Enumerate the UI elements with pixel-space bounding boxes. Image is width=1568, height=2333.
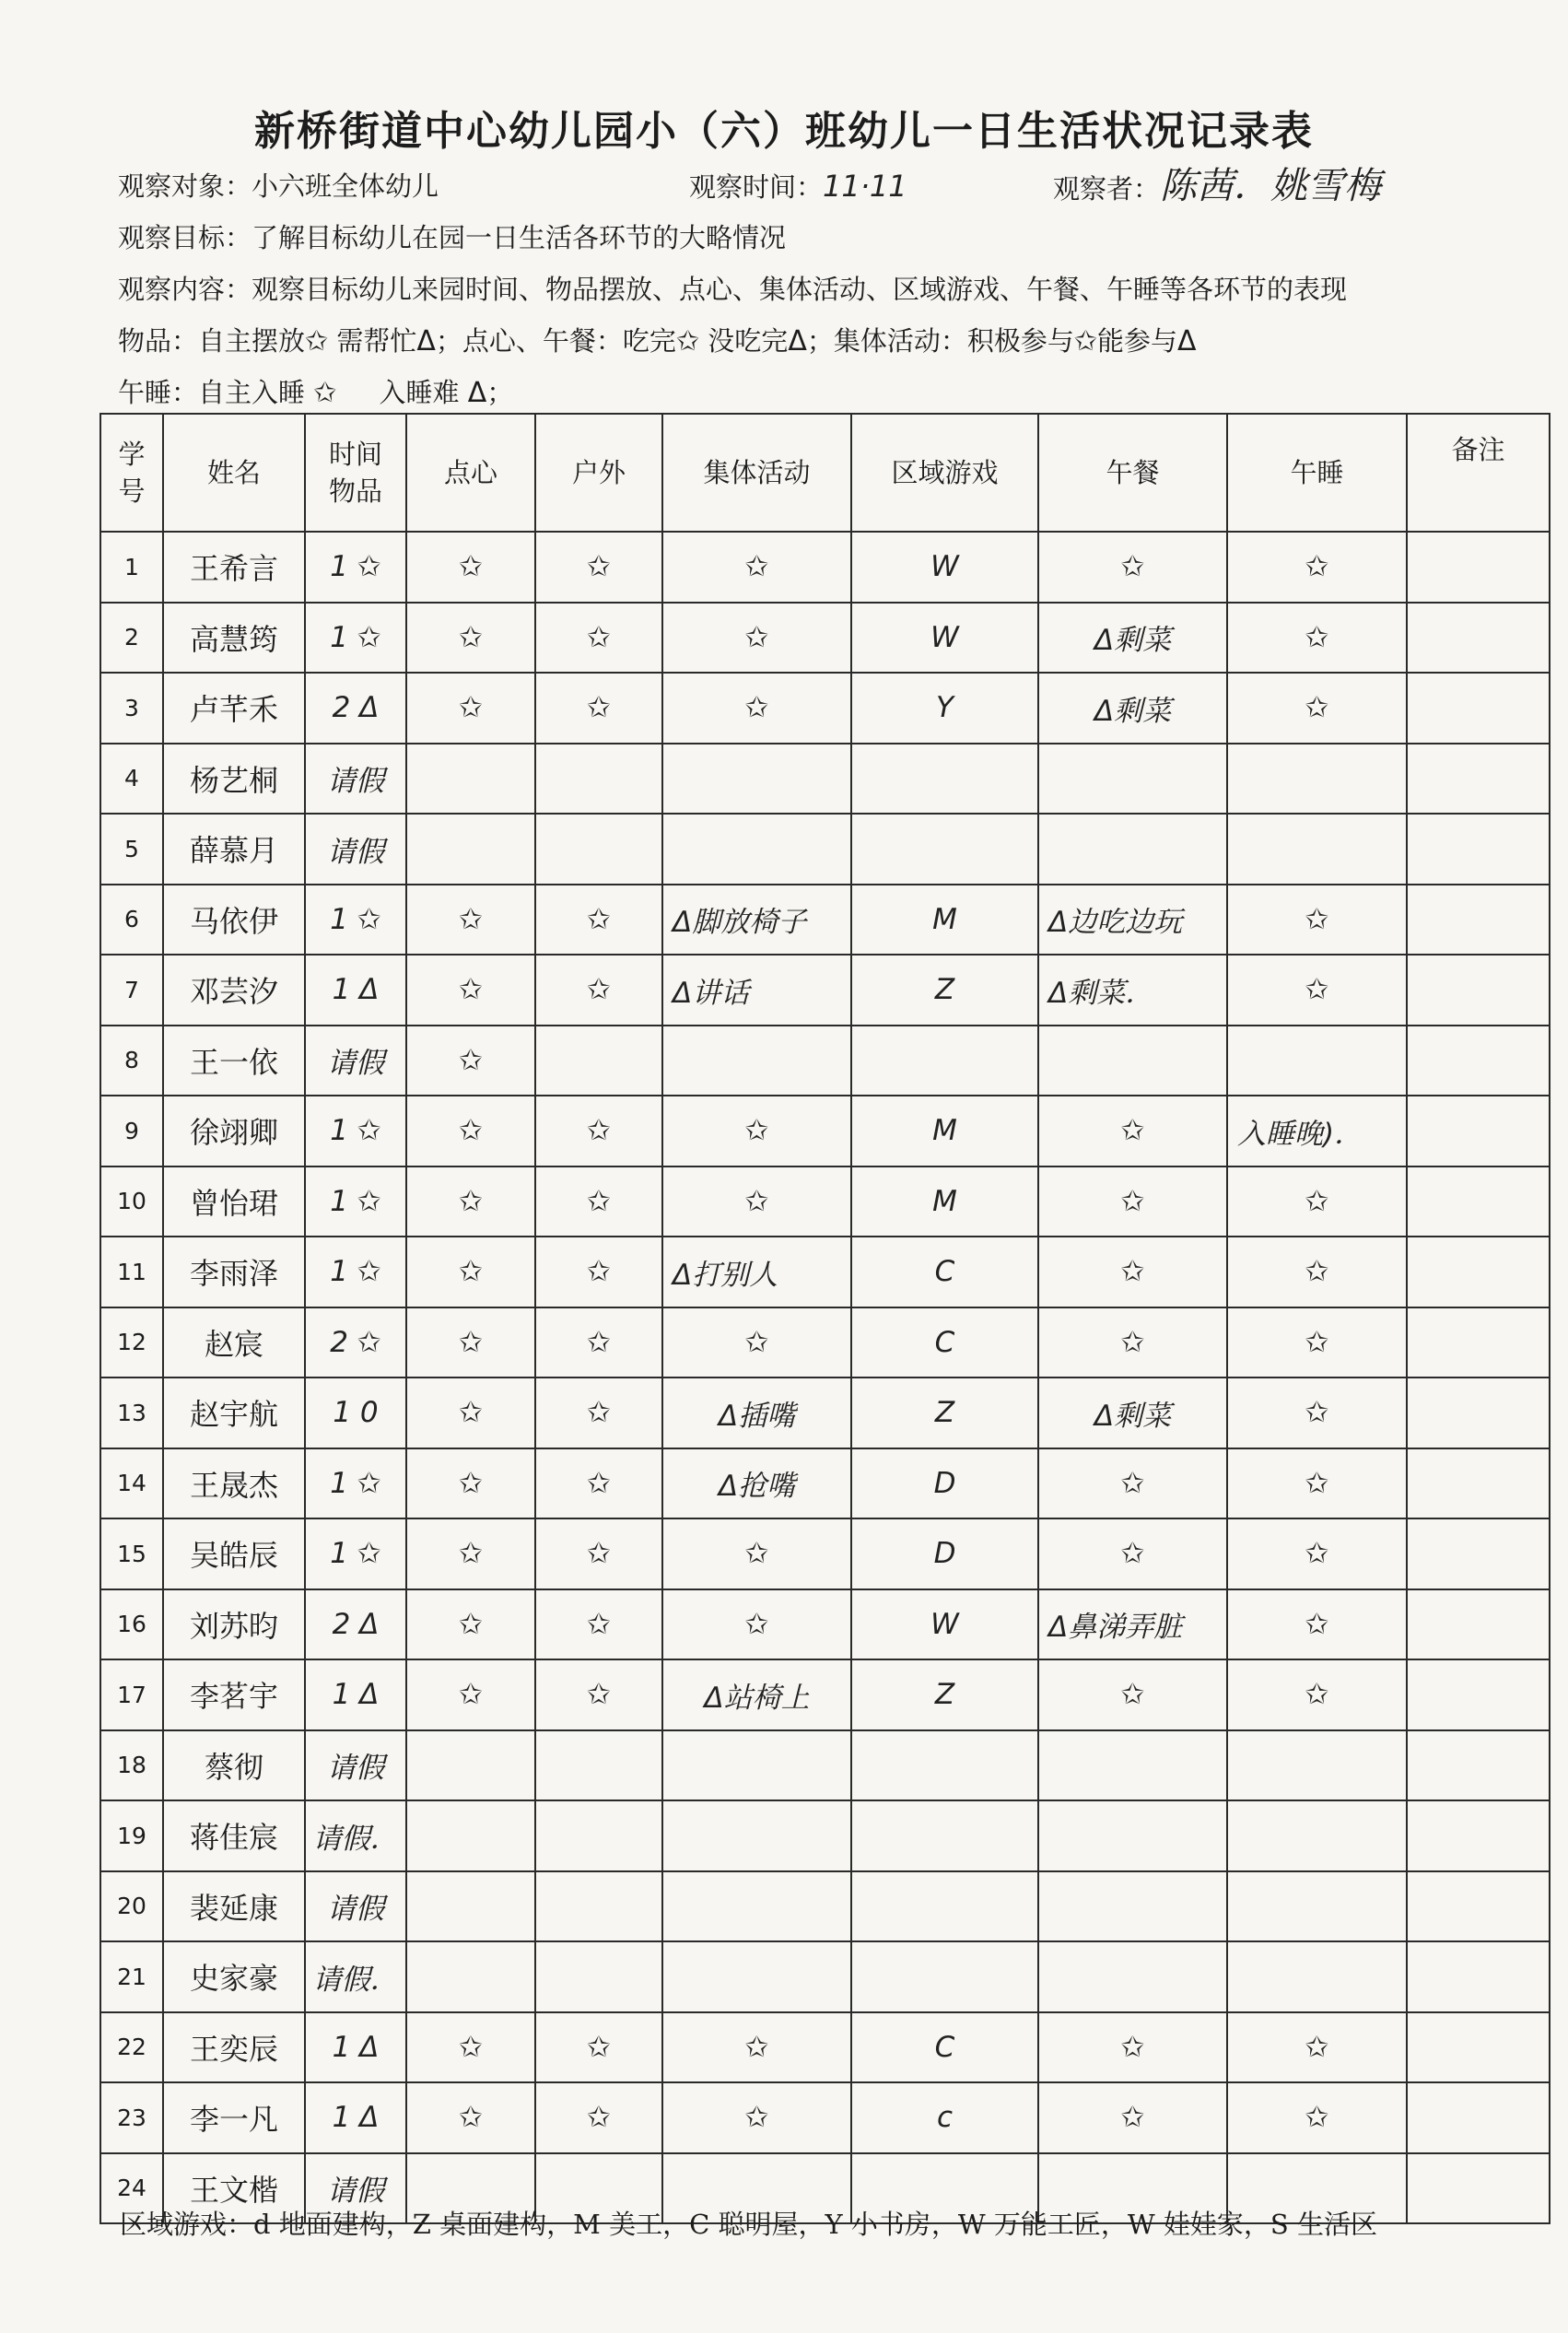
header-time-items: 时间物品 [305, 414, 406, 532]
content-value: 观察目标幼儿来园时间、物品摆放、点心、集体活动、区域游戏、午餐、午睡等各环节的表现 [252, 274, 1348, 305]
key-meal-unfinished: 没吃完 [708, 325, 789, 357]
table-row: 21 史家豪 请假． [100, 1941, 1550, 2012]
meta-row-1 [118, 160, 1531, 212]
observer-signature: 陈茜．姚雪梅 [1160, 165, 1382, 207]
key-nap-self: 午睡：自主入睡 [118, 377, 306, 408]
table-row: 16 刘苏昀 2 Δ ✩ ✩ ✩ W Δ鼻涕弄脏 ✩ [100, 1589, 1550, 1660]
key-meal-finished: ；点心、午餐：吃完 [435, 325, 676, 357]
star-icon: ✩ [313, 377, 337, 409]
time-label: 观察时间： [689, 171, 824, 203]
table-row: 4 杨艺桐 请假 [100, 744, 1550, 815]
star-icon: ✩ [675, 325, 700, 358]
meta-row-3 [118, 264, 1531, 315]
object-label: 观察对象： [118, 170, 252, 202]
table-row: 20 裴延康 请假 [100, 1871, 1550, 1942]
header-lunch: 午餐 [1038, 414, 1227, 532]
area-game-legend: 区域游戏：d 地面建构，Z 桌面建构，M 美工，C 聪明屋，Y 小书房，W 万能工匠，W 娃娃家，S 生活区 [120, 2209, 1377, 2240]
meta-row-4 [118, 315, 1531, 367]
table-row: 11 李雨泽 1 ✩ ✩ ✩ Δ打别人 C ✩ ✩ [100, 1237, 1550, 1307]
table-row: 7 邓芸汐 1 Δ ✩ ✩ Δ讲话 Z Δ剩菜． ✩ [100, 955, 1550, 1026]
table-row: 17 李茗宇 1 Δ ✩ ✩ Δ站椅上 Z ✩ ✩ [100, 1659, 1550, 1730]
observer-label: 观察者： [1053, 173, 1161, 205]
header-name: 姓名 [163, 414, 305, 532]
table-row: 14 王晟杰 1 ✩ ✩ ✩ Δ抢嘴 D ✩ ✩ [100, 1448, 1550, 1519]
goal-value: 了解目标幼儿在园一日生活各环节的大略情况 [252, 222, 787, 253]
header-note: 备注 [1407, 414, 1550, 532]
table-row: 15 吴皓辰 1 ✩ ✩ ✩ ✩ D ✩ ✩ [100, 1518, 1550, 1589]
table-row: 8 王一依 请假 ✩ [100, 1026, 1550, 1096]
header-area-game: 区域游戏 [851, 414, 1038, 532]
table-row: 23 李一凡 1 Δ ✩ ✩ ✩ c ✩ ✩ [100, 2082, 1550, 2153]
star-icon: ✩ [305, 325, 329, 358]
meta-row-5: 午睡：自主入睡 ✩ 入睡难 Δ； [118, 377, 514, 409]
record-table [99, 413, 1550, 2224]
page-title: 新桥街道中心幼儿园小（六）班幼儿一日生活状况记录表 [254, 108, 1314, 155]
key-group-participate: 能参与 [1097, 325, 1178, 357]
header-group-activity: 集体活动 [662, 414, 851, 532]
table-row: 12 赵宸 2 ✩ ✩ ✩ ✩ C ✩ ✩ [100, 1307, 1550, 1378]
key-group-active: ；集体活动：积极参与 [806, 325, 1074, 357]
object-value: 小六班全体幼儿 [252, 170, 439, 202]
triangle-icon: Δ [1177, 325, 1197, 358]
meta-row-2 [118, 212, 1531, 264]
observation-info [118, 160, 1531, 418]
header-outdoor: 户外 [535, 414, 662, 532]
star-icon: ✩ [1073, 325, 1097, 358]
table-row: 18 蔡彻 请假 [100, 1730, 1550, 1801]
triangle-icon: Δ [467, 377, 487, 409]
table-row: 10 曾怡珺 1 ✩ ✩ ✩ ✩ M ✩ ✩ [100, 1166, 1550, 1237]
key-items-help: 需帮忙 [336, 325, 417, 357]
table-row: 5 薛慕月 请假 [100, 814, 1550, 885]
header-num: 学号 [100, 414, 163, 532]
table-row: 3 卢芊禾 2 Δ ✩ ✩ ✩ Y Δ剩菜 ✩ [100, 673, 1550, 744]
triangle-icon: Δ [788, 325, 807, 358]
table-row: 24 王文楷 请假 [100, 2153, 1550, 2224]
triangle-icon: Δ [416, 325, 436, 358]
goal-label: 观察目标： [118, 222, 252, 253]
content-label: 观察内容： [118, 274, 252, 305]
table-row: 13 赵宇航 1 0 ✩ ✩ Δ插嘴 Z Δ剩菜 ✩ [100, 1378, 1550, 1448]
key-nap-hard: 入睡难 [379, 377, 460, 408]
table-header-row [100, 414, 1550, 532]
table-row: 9 徐翊卿 1 ✩ ✩ ✩ ✩ M ✩ 入睡晚)． [100, 1096, 1550, 1166]
header-snack: 点心 [406, 414, 535, 532]
header-nap: 午睡 [1227, 414, 1407, 532]
key-items-self: 物品：自主摆放 [118, 325, 306, 357]
time-value: 11·11 [823, 169, 907, 204]
table-row: 6 马依伊 1 ✩ ✩ ✩ Δ脚放椅子 M Δ边吃边玩 ✩ [100, 885, 1550, 955]
table-row: 2 高慧筠 1 ✩ ✩ ✩ ✩ W Δ剩菜 ✩ [100, 603, 1550, 674]
table-row: 1 王希言 1 ✩ ✩ ✩ ✩ W ✩ ✩ [100, 532, 1550, 603]
table-row: 19 蒋佳宸 请假． [100, 1800, 1550, 1871]
table-row: 22 王奕辰 1 Δ ✩ ✩ ✩ C ✩ ✩ [100, 2012, 1550, 2083]
